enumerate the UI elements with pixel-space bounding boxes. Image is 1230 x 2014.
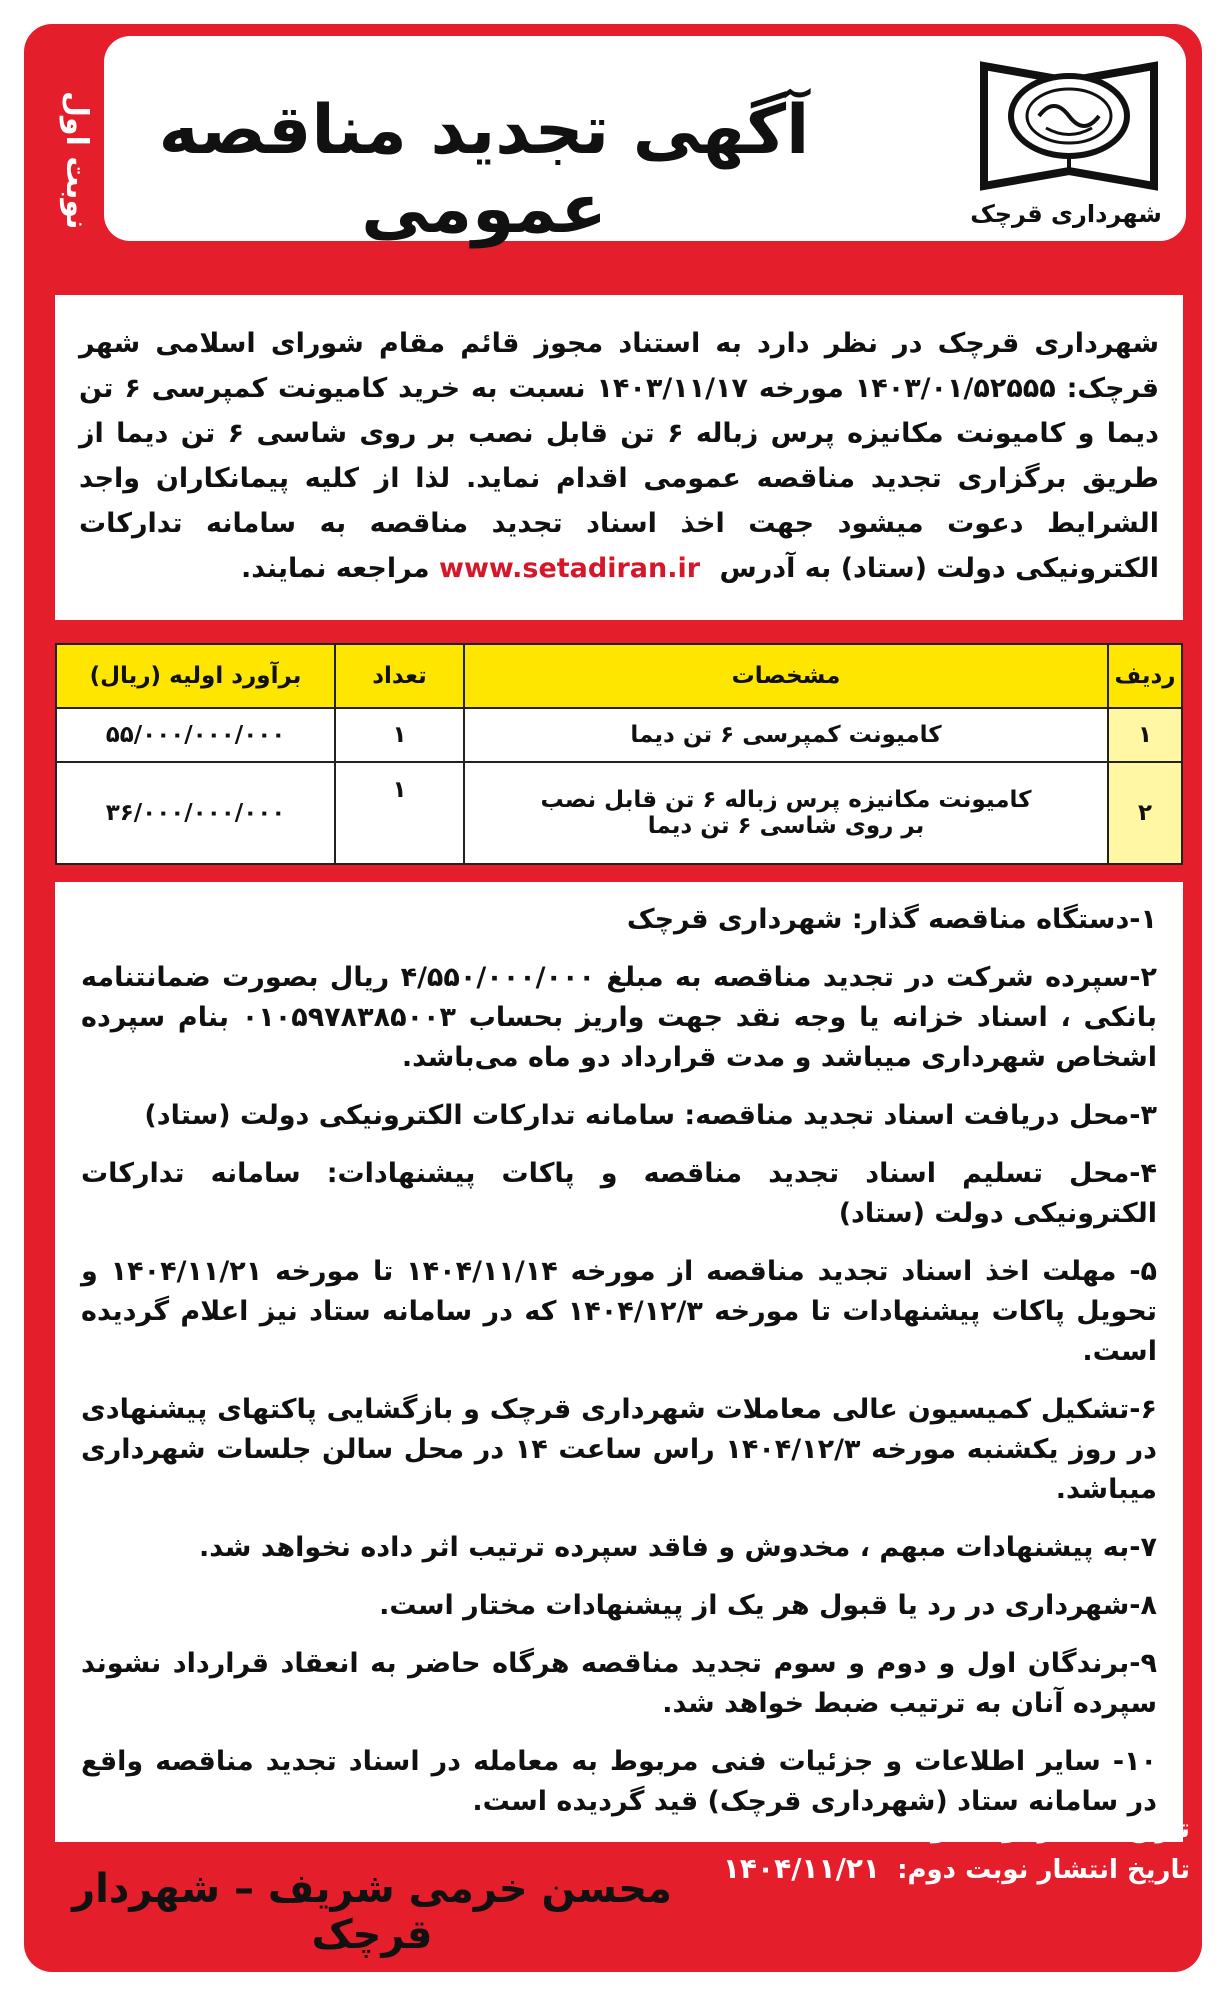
spec-line: کامیونت مکانیزه پرس زباله ۶ تن قابل نصب — [540, 787, 1032, 814]
condition-item: ۶-تشکیل کمیسیون عالی معاملات شهرداری قرچک و بازگشایی پاکتهای پیشنهادی در روز یکشنبه مورخه ۱۴۰۴/۱۲/۳ راس ساعت ۱۴ در محل سالن جلسات شهرداری میباشد. — [81, 1394, 1157, 1505]
header-specifications: مشخصات — [464, 644, 1108, 708]
row-quantity: ۱ — [335, 762, 464, 864]
municipality-emblem-icon — [974, 46, 1164, 196]
intro-text: شهرداری قرچک در نظر دارد به استناد مجوز قائم مقام شورای اسلامی شهر قرچک: ۱۴۰۳/۰۱/۵۲۵۵۵ مورخه ۱۴۰۳/۱۱/۱۷ نسبت به خرید کامیونت کمپرسی ۶ تن دیما و کامیونت مکانیزه پرس زباله ۶ تن قابل نصب بر روی شاسی ۶ تن دیما از طریق برگزاری تجدید مناقصه عمومی اقدام نماید. لذا از کلیه پیمانکاران واجد الشرایط دعوت میشود جهت اخذ اسناد تجدید مناقصه به سامانه تدارکات الکترونیکی دولت (ستاد) به آدرس — [79, 328, 1160, 584]
second-date-value: ۱۴۰۴/۱۱/۲۱ — [722, 1852, 880, 1885]
condition-item: ۸-شهرداری در رد یا قبول هر یک از پیشنهادات مختار است. — [379, 1590, 1157, 1621]
table-row — [56, 708, 1182, 762]
row-number: ۱ — [1108, 708, 1182, 762]
table-row — [56, 762, 1182, 864]
notice-header — [104, 36, 1186, 249]
first-date-label: تاریخ انتشار نوبت اول: — [897, 1814, 1190, 1844]
header-estimate: برآورد اولیه (ریال) — [56, 644, 335, 708]
row-quantity: ۱ — [335, 708, 464, 762]
items-table — [55, 643, 1183, 865]
row-specification — [464, 708, 1108, 762]
publication-round-label: نوبت اول — [59, 90, 94, 230]
mayor-signature: محسن خرمی شریف – شهردار قرچک — [72, 1866, 672, 1958]
header-row-number: ردیف — [1108, 644, 1182, 708]
spec-line: بر روی شاسی ۶ تن دیما — [647, 813, 925, 840]
second-publication-date — [723, 1849, 1190, 1890]
condition-item: ۲-سپرده شرکت در تجدید مناقصه به مبلغ ۴/۵۵۰/۰۰۰/۰۰۰ ریال بصورت ضمانتنامه بانکی ، اسناد خزانه یا وجه نقد جهت واریز بحساب ۰۱۰۵۹۷۸۳۸۵۰۰۳ بنام سپرده اشخاص شهرداری میباشد و مدت قرارداد دو ماه می‌باشد. — [81, 962, 1157, 1073]
condition-item: ۱-دستگاه مناقصه گذار: شهرداری قرچک — [626, 904, 1157, 935]
row-number: ۲ — [1108, 762, 1182, 864]
first-date-value: ۱۴۰۴/۱۱/۱۴ — [723, 1811, 881, 1844]
row-specification — [464, 762, 1108, 864]
condition-item: ۱۰- سایر اطلاعات و جزئیات فنی مربوط به معامله در اسناد تجدید مناقصه واقع در سامانه ستاد (شهرداری قرچک) قید گردیده است. — [81, 1746, 1157, 1817]
notice-title: آگهی تجدید مناقصه عمومی — [158, 91, 810, 249]
second-date-label: تاریخ انتشار نوبت دوم: — [897, 1855, 1190, 1885]
spec-line: کامیونت کمپرسی ۶ تن دیما — [630, 722, 942, 749]
condition-item: ۹-برندگان اول و دوم و سوم تجدید مناقصه هرگاه حاضر به انعقاد قرارداد نشوند سپرده آنان به ترتیب ضبط خواهد شد. — [81, 1648, 1157, 1719]
conditions-list — [55, 882, 1183, 1842]
intro-paragraph — [55, 295, 1183, 620]
condition-item: ۵- مهلت اخذ اسناد تجدید مناقصه از مورخه ۱۴۰۴/۱۱/۱۴ تا مورخه ۱۴۰۴/۱۱/۲۱ و تحویل پاکات پیشنهادات تا مورخه ۱۴۰۴/۱۲/۳ که در سامانه ستاد نیز اعلام گردیده است. — [81, 1256, 1158, 1367]
condition-item: ۷-به پیشنهادات مبهم ، مخدوش و فاقد سپرده ترتیب اثر داده نخواهد شد. — [199, 1532, 1157, 1563]
intro-tail: مراجعه نمایند. — [240, 553, 430, 584]
setadiran-link[interactable]: www.setadiran.ir — [439, 553, 701, 584]
condition-item: ۴-محل تسلیم اسناد تجدید مناقصه و پاکات پیشنهادات: سامانه تدارکات الکترونیکی دولت (ستاد) — [81, 1158, 1157, 1229]
publication-dates — [723, 1808, 1190, 1890]
row-estimate: ۵۵/۰۰۰/۰۰۰/۰۰۰ — [56, 708, 335, 762]
organization-name: شهرداری قرچک — [970, 200, 1162, 228]
condition-item: ۳-محل دریافت اسناد تجدید مناقصه: سامانه تدارکات الکترونیکی دولت (ستاد) — [144, 1100, 1157, 1131]
row-estimate: ۳۶/۰۰۰/۰۰۰/۰۰۰ — [56, 762, 335, 864]
first-publication-date — [723, 1808, 1190, 1849]
header-quantity: تعداد — [335, 644, 464, 708]
